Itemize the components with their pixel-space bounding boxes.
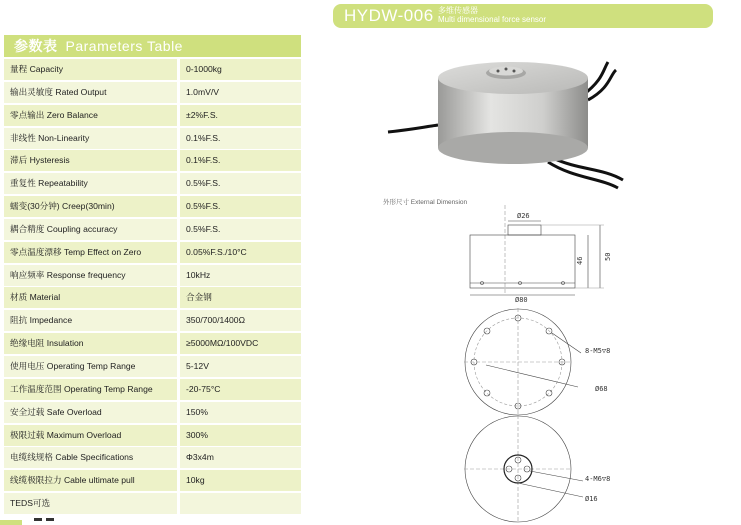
parameter-name: 耦合精度 Coupling accuracy [4, 219, 177, 240]
parameter-value: ±2%F.S. [180, 105, 301, 126]
parameter-name: 绝缘电阻 Insulation [4, 333, 177, 354]
parameter-value: ≥5000MΩ/100VDC [180, 333, 301, 354]
parameter-value: 150% [180, 402, 301, 423]
parameter-row [4, 173, 301, 194]
dim-pitch-circle: Ø68 [595, 385, 608, 393]
dim-bottom-holes: 4-M6▽8 [585, 475, 611, 483]
parameter-name: 非线性 Non-Linearity [4, 128, 177, 149]
model-subtitle-cn: 多维传感器 [438, 6, 478, 15]
dim-bottom-diameter: Ø16 [585, 495, 598, 503]
parameter-row [4, 356, 301, 377]
parameter-value: 5-12V [180, 356, 301, 377]
parameter-row [4, 379, 301, 400]
parameter-row [4, 196, 301, 217]
parameter-value: 0.5%F.S. [180, 173, 301, 194]
parameter-name: 工作温度范围 Operating Temp Range [4, 379, 177, 400]
parameter-name: 电缆线规格 Cable Specifications [4, 447, 177, 468]
top-view [464, 308, 581, 416]
parameter-row [4, 82, 301, 103]
parameter-row [4, 425, 301, 446]
parameter-row [4, 333, 301, 354]
parameter-value: 1.0mV/V [180, 82, 301, 103]
model-subtitle-en: Multi dimensional force sensor [438, 15, 547, 24]
parameter-row [4, 59, 301, 80]
parameter-row [4, 447, 301, 468]
parameter-row [4, 493, 301, 514]
parameters-title-cn: 参数表 [14, 38, 58, 54]
model-name: HYDW-006 [344, 6, 434, 25]
parameter-value: 0.5%F.S. [180, 196, 301, 217]
parameter-row [4, 310, 301, 331]
dimension-drawing [378, 205, 633, 525]
parameters-title-en: Parameters Table [65, 38, 183, 54]
parameter-name: 输出灵敏度 Rated Output [4, 82, 177, 103]
parameter-value: 0.1%F.S. [180, 150, 301, 171]
product-photo [378, 40, 628, 190]
parameter-value [180, 493, 301, 514]
parameter-name: 安全过载 Safe Overload [4, 402, 177, 423]
parameter-name: 滞后 Hysteresis [4, 150, 177, 171]
parameter-row [4, 402, 301, 423]
parameter-value: 0-1000kg [180, 59, 301, 80]
dim-top-holes: 8-M5▽8 [585, 347, 611, 355]
parameter-row [4, 470, 301, 491]
parameter-name: 阻抗 Impedance [4, 310, 177, 331]
dim-body-height: 46 [576, 256, 584, 265]
parameter-value: 10kHz [180, 265, 301, 286]
parameter-row [4, 150, 301, 171]
parameter-name: 重复性 Repeatability [4, 173, 177, 194]
dim-body-diameter: Ø80 [515, 296, 528, 304]
parameter-name: TEDS可选 [4, 493, 177, 514]
parameter-value: 0.1%F.S. [180, 128, 301, 149]
bottom-decoration [0, 518, 60, 525]
dimension-label: 外形尺寸 External Dimension [383, 199, 468, 206]
parameter-name: 极限过载 Maximum Overload [4, 425, 177, 446]
parameter-name: 零点温度漂移 Temp Effect on Zero [4, 242, 177, 263]
parameter-name: 材质 Material [4, 287, 177, 308]
parameter-name: 线缆极限拉力 Cable ultimate pull [4, 470, 177, 491]
parameter-value: 0.5%F.S. [180, 219, 301, 240]
parameter-value: 300% [180, 425, 301, 446]
parameter-row [4, 219, 301, 240]
parameter-name: 量程 Capacity [4, 59, 177, 80]
parameters-table [4, 59, 301, 516]
parameter-row [4, 242, 301, 263]
parameter-row [4, 128, 301, 149]
parameter-name: 零点输出 Zero Balance [4, 105, 177, 126]
parameter-value: 350/700/1400Ω [180, 310, 301, 331]
bottom-view [464, 415, 583, 523]
dim-top-diameter: Ø26 [517, 212, 530, 220]
parameter-value: 10kg [180, 470, 301, 491]
parameter-name: 响应频率 Response frequency [4, 265, 177, 286]
dim-total-height: 50 [604, 252, 612, 261]
parameter-value: Φ3x4m [180, 447, 301, 468]
parameter-value: 合金钢 [180, 287, 301, 308]
parameters-table-title [4, 35, 301, 57]
parameter-value: 0.05%F.S./10°C [180, 242, 301, 263]
parameter-row [4, 287, 301, 308]
parameter-row [4, 265, 301, 286]
parameter-name: 蠕变(30分钟) Creep(30min) [4, 196, 177, 217]
parameter-name: 使用电压 Operating Temp Range [4, 356, 177, 377]
parameter-value: -20-75°C [180, 379, 301, 400]
side-view [470, 205, 604, 295]
model-subtitle [438, 6, 546, 24]
parameter-row [4, 105, 301, 126]
